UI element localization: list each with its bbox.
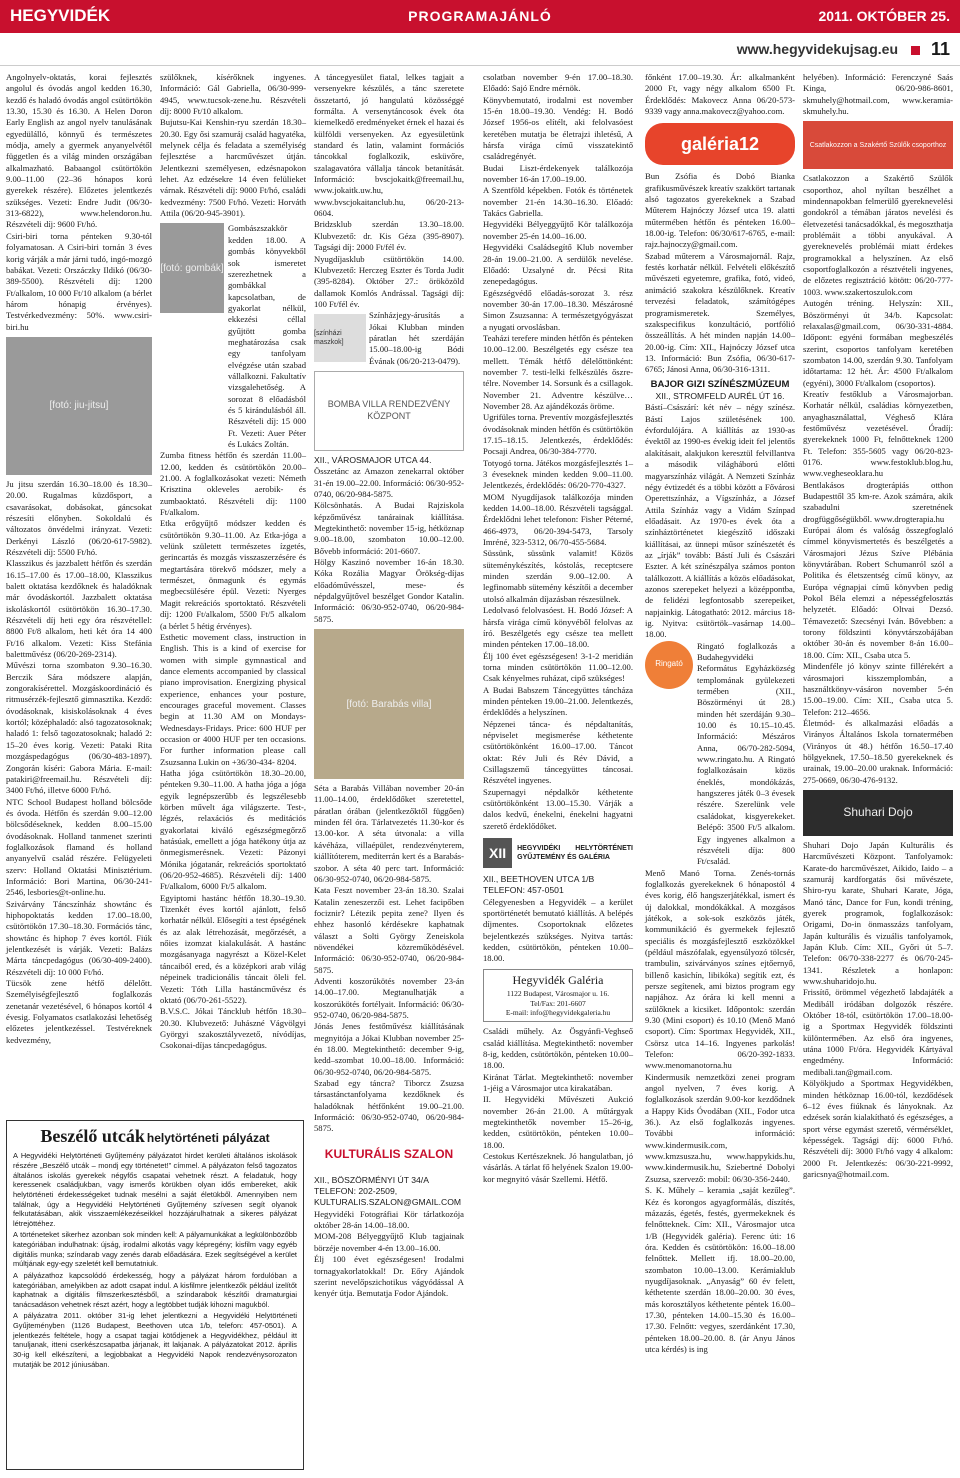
article-mom-pensioners: MOM Nyugdíjasok találkozója minden kedden 14.00–18.00. Részvételi tagsággal. Érdeklődni lehet telefonon: Fisher Péterné, 466-4973, 06/20-394-5473, Tarsoly Imréné, 323-5312, 06/70-455-5684. <box>483 491 633 548</box>
jiu-jitsu-photo: [fotó: jiu-jitsu] <box>6 337 152 475</box>
article-esthetic: Esthetic movement class, instruction in English. This is a kind of exercise for women with simple gymnastical and dance elements accompanied by classical piano improvisation. Energizing physical experience, enhances your posture, encourages graceful movement. Classes begin at 11.30 AM on Mondays-Wednesdays-Fridays. Price: 600 HUF per occasion or 4000 HUF per ten occasions. For further information please call Zsuzsanna Lukin on +36/30-434- 8204. <box>160 631 306 767</box>
article-zumba: Zumba fitness hétfőn és szerdán 11.00–12.00, kedden és csütörtökön 20.00–21.00. A foglalkozásokat vezeti: Németh Krisztina okleveles aerobik- és zumbaoktató. Részvételi díj: 1100 Ft/alkalom. <box>160 450 306 518</box>
article-bujutsu: Bujutsu-Kai Kenshin-ryu szerdán 18.30–20.30. Egy ősi szamuráj család hagyatéka, melynek célja és feladata a személyiség fejlesztése a harcművészet útján. Jelentkezni személyesen, edzésnapokon lehet. Az edzésekre 14 éven felülieket várnak. Részvételi díj: 9000 Ft/hó, családi kedvezmény: 7500 Ft/hó. Vezeti: Horváth Attila (06/20-945-3901). <box>160 117 306 219</box>
article-family-workshop: Családi műhely. Az Ösgyánfi-Veghseő család kiállítása. Megtekinthető: november 8-ig, kedden, csütörtökön, pénteken 10.00–18.00. <box>483 1026 633 1071</box>
article-folk-dance: Népzenei tánca- és népdaltanítás, népviselet megismerése kéthetente csütörtökönként 16.00–17.00. Táncot oktat: Rév Juli és Rév Dávid, a Csillagszemű táncegyüttes táncosai. Részvétel ingyenes. <box>483 718 633 786</box>
article-theater-tickets: Színházjegy-árusítás a Jókai Klubban minden páratlan hét szerdáján 15.00–18.00-ig Bódi Évának (06/20-213-0479). <box>369 310 464 366</box>
article-toddler-gym: Totyogó torna. Játékos mozgásfejlesztés 1–3 éveseknek minden kedden 9.00–11.00. Jelentkezés, érdeklődés: 06/20-770-4327. <box>483 457 633 491</box>
contest-para-3: A pályázathoz kapcsolódó érdekesség, hogy a pályázat három fordulóban a kategóriában, amelyikben az adott csapat indul. A kisfilmre jelentkezők például izelítőt kaphatnak a digitális filmszerkesztésből, a színdarabok készítői dramaturgiai tanácsadáson vehetnek részt azért, hogy a legtöbbet tudják kihozni magukból. <box>13 1270 297 1309</box>
contest-para-2: A történeteket sikerhez azonban sok minden kell: A pályamunkákat a legkülönbözőbb kategóriában indulhatnak: újság, irodalmi alkotás vagy képregény; kisfilm vagy egyéb digitális munka; színdarab vagy zenés darab előadására. Ezek segítségével a kerület múltjának egy-egy szeletét kell bemutatniuk. <box>13 1230 297 1269</box>
article-dance-club: A táncegyesület fiatal, lelkes tagjait a versenyekre készülés, a tánc szeretete összetartó, jó hangulatú közösséggé formálta. A versenytáncosok évek óta kiemelkedő eredményeket érnek el hazai és külföldi versenyeken. Az egyesületünk standard és latin, valamint formációs táncokkal foglalkozik, esküvőre, szalagavatóra vállalja táncok betanítását. Információ: bvscjokaitk@freemail.hu, www.jokaitk.uw.hu, www.bvscjokaitanclub.hu, 06/20-213-0604. <box>314 72 464 219</box>
bomba-villa-logo: BOMBA VILLA RENDEZVÉNY KÖZPONT <box>314 371 464 451</box>
gallery-phone: Tel/Fax: 201-6607 <box>530 998 586 1008</box>
article-free-studio: Szabad műterem a Városmajornál. Rajz, festés korhatár nélkül. Felvételi előkészítő művészeti egyetemre, grafika, fotó, videó, animáció szakokra készülőknek. Kreatív tervezési feladatok, számítógépes programismeretek. Személyes, szakspecifikus konzultáció, portfólió összeállítás. A hét minden napján 14.00–20.00-ig. Cím: XII., Hajnóczy József utca 13. Információ: Bun Zsófia, 06/30-617-6765; Jánosi Anna, 06/30-316-1311. <box>645 250 795 375</box>
article-advent: Adventi koszorúkötés november 23-án 14.00–17.00. Megtanulhatják a koszorúkötés fortélyait. Információ: 06/30-952-0740, 06/20-984-5875. <box>314 975 464 1020</box>
article-sajo: csolatban november 9-én 17.00–18.30. Előadó: Sajó Endre mérnök. <box>483 72 633 94</box>
article-keramia-cont: helyében). Információ: Ferenczyné Saás Kinga, 06/20-986-8601, skmuhely@hotmail.com, www.keramia-skmuhely.hu. <box>803 72 953 117</box>
article-stamp-club: MOM-208 Bélyeggyűjtő Klub tagjainak börzéje november 4-én 13.00–16.00. <box>314 1231 464 1253</box>
column-6 <box>803 72 953 1472</box>
column-4 <box>483 72 633 1472</box>
article-ringato: Ringató foglalkozás a Budahegyvidéki Református Egyházközség templomának gyülekezeti termében (XII., Böszörményi út 28.) minden hét szerdáján 9.30–10.00 és 10.15–10.45. Információ: Mészáros Anna, 06/70-282-5094, www.ringato.hu. A Ringató foglalkozásain közös éneklés, mondókázás, hangszeres játék 0–3 évesek részére. Szerelünk vele családokat, kisgyerekeket. Belépő: 3500 Ft/5 alkalom. Egy ingyenes alkalmon a részvételi díja: 800 Ft/család. <box>697 640 795 867</box>
article-interaction: Kölcsönhatás. A Budai Rajziskola képzőművész tanárainak kiállítása. Megtekinthető: november 15-ig, hétköznap 9.00–18.00, szombaton 10.00–12.00. Bővebb információ: 201-6607. <box>314 500 464 556</box>
barabas-villa-photo: [fotó: Barabás villa] <box>314 629 464 779</box>
page-number: 11 <box>930 39 950 59</box>
article-jonas-exhibit: Jónás Jenes festőművész kiállításának megnyitója a Jókai Klubban november 25-én 18.00. Megtekinthető: december 9-ig, kedd–szombat 10.00–18.00. Információ: 06/30-952-0740, 06/20-984-5875. <box>314 1021 464 1077</box>
article-paint-club: Kreatív festőklub a Városmajorban. Korhatár nélkül, családias környezetben, anyaghasználattal, Végheső Klára festőművész vezetésével. Óradíj: gyerekeknek 1000 Ft, felnőtteknek 1200 Ft. Telefon: 355-5605 vagy 06/20-823-0176. www.festoklub.blog.hu, www.vegheseoklara.hu <box>803 388 953 479</box>
bajor-gizi-address: XII., STROMFELD AURÉL ÚT 16. <box>655 391 785 402</box>
gallery-address: 1122 Budapest, Városmajor u. 16. <box>506 988 610 998</box>
article-gardeners: Cestokus Kertészeknek. Jó hangulatban, jó vásárlás. A tárlat fő helyének Szalon 19.00-kor megnyitó vásár Szellemi. Hétfő. <box>483 1151 633 1184</box>
contest-box <box>6 1120 304 1470</box>
program-label: PROGRAMAJÁNLÓ <box>408 8 552 24</box>
article-europe: Európai álom és valóság összegfoglaló címmel könyvismertetés és beszélgetés a Városmajori Jézus Szíve Plébánia könyvtárában. Robert Schumanról szól a Politika és életszentség című könyv, az Európa végnapjai című könyvben pedig Pokol Béla elemzi a népességfelosztás helyzetét. Előadó: Oltvai Dezsó. Témavezető: Szecsényi Iván. Bővebben: a torony földszinti könyvtárszobájában október 30-án és november 8-án 16.00–18.00. Cím: XII., Csaba utca 5. <box>803 525 953 660</box>
article-stamp-circle: Hegyvidéki Bélyeggyűjtő Kör találkozója november 25-én 14.00–16.00. <box>483 219 633 241</box>
article-autogenic: Autogén tréning. Helyszín: XII., Böszörményi út 34/b. Kapcsolat: relaxalas@gmail.com, 06/30-331-4884. Időpont: egyéni formában megbeszélés szerint, csoportos tanfolyam keretében szombaton 14.00, szerdán 9.30. Tanfolyam időtartama: 12 hét. Ár: 4500 Ft/alkalom (egyéni), 3000 Ft/alkalom (csoportos). <box>803 298 953 388</box>
article-reading: Ledolvasó felolvasóest. H. Bodó József: A hársfa virága című könyvéből felolvas az író. Beszélgetés egy csésze tea mellett minden pénteken 17.00–18.00. <box>483 605 633 650</box>
contest-subtitle: helytörténeti pályázat <box>146 1131 270 1145</box>
article-mushroom: Gombászszakkör kedden 18.00. A gombás könyvekből sok ismeretet szerezhetnek a gombákkal kapcsolatban, de gyakorlat nélkül, ekkezési céllal gyűjtött gomba meghatározása csak egy tanfolyam elvégzése után szabad vállalkozni. Fakultatív vizsgalehetőség. A sorozat 8 előadásból és 5 kirándulásból áll. Részvételi díj: 15 000 Ft. Vezeti: Auer Péter és Lukács Zoltán. <box>228 223 306 449</box>
article-csiri-biri: Csiri-biri torna pénteken 9.30-tól folyamatosan. A Csiri-biri tornán 3 éves korig várják a már járni tudó, ingó-mozgó babákat. Vezeti: Orszáczky Ildikó (06/30-389-5500). Részvételi díj: 1200 Ft/alkalom, 10 000 Ft/10 alkalom (a bérlet három hónapig érvényes). Testvérkedvezmény: 50%. www.csiri-biri.hu <box>6 230 152 332</box>
article-window-exhibit: Kiránat Tárlat. Megtekinthető: november 1-jéig a Városmajor utca kirakatában. <box>483 1071 633 1093</box>
kult-email[interactable]: KULTURALIS.SZALON@GMAIL.COM <box>314 1197 462 1208</box>
article-expert-parents: Csatlakozzon a Szakértő Szülők csoporthoz, ahol nyíltan beszélhet a mindennapokban felmerülő gyereknevelési gondokról a témában járatos nevelési és életvezetési tanácsadókkal, és megoszthatja problémáit a többi anyukával. A gyereknevelés problémái miatt érdekes programokkal a helyszínen. Az első csoportfoglalkozón a résztvételi ingyenes, de előzetes regisztráció kötött: 06/20-777-1003. www.szakertoszulok.com <box>803 173 953 297</box>
article-amazon: Összetánc az Amazon zenekarral október 31-én 19.00–22.00. Információ: 06/30-952-0740, 06/20-984-5875. <box>314 466 464 499</box>
article-belly-dance: Egyiptomi hastánc hétfőn 18.30–19.30. Tizenkét éves kortól ajánlott, felső korhatár nélkül. Elősegíti a test épségének és az alak létrehozását, megőrzését, a nőies izomzat kialakulását. A hastánc mozgásanyaga nagyrészt a Közel-Kelet táncaiból ered, és a középkori arab világ népeinek tradicionális táncait öleli fel. Vezeti: Tóth Lilla hastáncművész és oktató (06/70-261-5522). <box>160 892 306 1005</box>
article-lady-casino: Hölgy Kaszinó november 16-án 18.30. Kóka Rozália Magyar Örökség-díjas előadóművésszel, mese- és népdalgyűjtővel beszélget Gondor Katalin. Információ: 06/30-952-0740, 06/20-984-5875. <box>314 557 464 624</box>
contest-heading <box>13 1125 297 1148</box>
column-1 <box>6 72 152 1045</box>
kult-address: XII., BÖSZÖRMÉNYI ÚT 34/A <box>314 1174 429 1185</box>
article-live-100: Élj 100 évet egészségesen! Irodalmi tornagyakorlatokkal! Dr. Eőry Ajándok szerint nevelőpszichotikus vágyódással A kenyér útja. Bemutatja Fodor Ajándok. <box>314 1254 464 1299</box>
article-ballet: Klasszikus és jazzbalett hétfőn és szerdán 16.15–17.00 és 17.00–18.00, Klasszikus balett oktatása kezdőknek és haladóknak már óvodáskortól. Jazzbalett oktatása iskoláskortól csütörtökön 16.30–17.30. Részvételi díj heti egy óra részvétellel: 8800 Ft/8 alkalom, heti két óra 14 400 Ft/16 alkalom. Vezeti: Kiss Stefánia balettművész (06/20-269-2314). <box>6 558 152 660</box>
xii-address: XII., BEETHOVEN UTCA 1/B <box>483 874 595 885</box>
galeria12-logo: galéria12 <box>645 123 795 165</box>
article-pensioners: Nyugdíjasklub csütörtökön 14.00. Klubvezető: Herczeg Eszter és Torda Judit (395-8284). Október 27.: öröközöld dallamok Komlós Andrással. Tagsági díj: 100 Ft/fél év. <box>314 253 464 309</box>
local-history-logo: XII HEGYVIDÉKI HELYTÖRTÉNETI GYŰJTEMÉNY ÉS GALÉRIA <box>483 832 633 874</box>
contest-para-4: A pályázatra 2011. október 31-ig lehet jelentkezni a Hegyvidéki Helytörténeti Gyűjteményben (1126 Budapest, Beethoven utca 1/b, telefon: 457-0501). A jelentkezés feltétele, hogy a csapat tagjai kötődjenek a Hegyvidékhez, például itt tanuljanak, itteni cserkészcsapatba járjanak, itt lakjanak. A pályázatokat 2012. április 30-ig kell elkészíteni, a legjobbakat a Hegyvidéki Napok rendezvénysorozaton mutatják be 2012 júniusában. <box>13 1311 297 1369</box>
section-header-bar <box>0 0 960 33</box>
article-kid-judo: Kölyökjudo a Sportmax Hegyvidékben, minden hétköznap 16.00-tól, kezdődések 6–12 éves fiúknak és lányoknak. Az edzések során kialakítható és egészséges, a sport vérse egymást szerető, vérmérséklet, képességek. Tagsági díj: 6000 Ft/hó. Részvételi díj: 3000 Ft/hó vagy 4 alkalom: 2000 Ft. Jelentkezés: 06/30-221-9992, garicsnya@hotmail.com. <box>803 1078 953 1179</box>
ringato-logo: Ringató <box>645 641 693 689</box>
article-meno-mano: Menő Manó Torna. Zenés-tornás foglalkozás gyerekeknek 6 hónapostól 4 éves korig, élő hangszerjátékkal, ismert és új dalokkal, mondókákkal. A mozgásos játékok, a sok-sok eszközös játék, kommunikáció és gyermekek fejlesztő speciális és mozgásfejlesztő eszközökkel (például mászófalak, egyensúlyozó tölcsér, trambulin, szivárványos színes ejtőernyő, billenő kasichín, libikóka) segítik ezt, és persze segítenek, ami biztos program egy napjához. Az órára ki kell menni a szülőknek a kicsiket. Időpontok: szerdán 9.30 (Mini csoport) és 10.10 (Menő Manó csoport). Cím: Sportmax Hegyvidék, XII., Csörsz utca 14–16. Ingyenes parkolás! Telefon: 06/20-392-1833. www.menomanotorna.hu <box>645 867 795 1071</box>
article-art-auction: II. Hegyvidéki Művészeti Aukció november 26-án 21.00. A műtárgyak megtekinthetők november 15–26-ig, kedden, csütörtökön, pénteken 10.00–18.00. <box>483 1094 633 1150</box>
article-basti-csaszari: Bástí–Császárí: két név – négy színész. Bástí Lajos születésének 100. évfordulójára. A kiállítás az 1930-as évektől az 1990-es évekig ideit fel jelentős alakításait, alakjukon keresztül felvillantva a második világháború előtti magyarszínház világát. A Nemzeti Színház négy évtizedét és a többi között a Fővárosi Operettszínház, a Vígszínház, a József Attila Színház vagy a Vidám Színpad előadásait. Az 1970-es évek óta a színháztörténetet kiegészítő időszaki kiállításai, az ünnepi műsor színészetét és az „írják” tovább: Bástí Juli és Császári Eszter. A két színészpálya számos ponton találkozott. A kiállítás a közös előadásokat, azonos szerepeket helyezi a középpontba, de felidézi legfontosabb szerepeiket, napjainkig. Látogatható: 2012. március 18-ig. Nyitva: csütörtök–vasárnap 14.00–18.00. <box>645 402 795 640</box>
bajor-gizi-title: BAJOR GIZI SZÍNÉSZMÚZEUM <box>650 378 790 390</box>
article-bun-dobo: Bun Zsófia és Dobó Bianka grafikusművészek kreatív szakkört tartanak alsó tagozatos gyerekeknek a Szabad Műterem Hajnóczy József utca 19. alatti műtermében hétfőn és pénteken 16.00–18.00-ig. Telefon: 06/30/617-6765, e-mail: rajz.hajnoczy@gmail.com. <box>645 171 795 250</box>
issue-date: 2011. OKTÓBER 25. <box>818 8 950 24</box>
article-dance-course: Szabad egy táncra? Tiborcz Zsuzsa társastánctanfolyama kezdőknek és haladóknak hétfőnként 19.00–21.00. Információ: 06/30-952-0740, 06/20-984-5875. <box>314 1078 464 1134</box>
article-medibal: Frissítő, örömmel végezhető labdajáték a Medibáll iródában dolgozók részére. Október 18-tól, csütörtökön 17.00–18.00-ig a Sportmax Hegyvidék földszinti különtermében. Az első óra ingyenes, utána 1000 Ft/óra. Hegyvidék Kártyával engedmény. Információ: medibali.tan@gmail.com. <box>803 987 953 1077</box>
kulturalis-szalon-logo: KULTURÁLIS SZALON <box>324 1146 454 1161</box>
shuhari-dojo-logo: Shuhari Dojo <box>803 790 953 836</box>
theater-masks-image: [színházi maszkok] <box>314 314 366 362</box>
expert-parents-logo: Csatlakozzon a Szakértő Szülők csoporthoz <box>803 121 953 169</box>
article-cricket-cont: szülőknek, kísérőknek ingyenes. Információ: Gál Gabriella, 06/30-999-4945, www.tucsok-zene.hu. Részvételi díj: 8000 Ft/10 alkalom. <box>160 72 306 117</box>
gallery-title: Hegyvidék Galéria <box>512 972 604 987</box>
villa-address: XII., VÁROSMAJOR UTCA 44. <box>314 454 432 465</box>
article-english: Angolnyelv-oktatás, korai fejlesztés angolul és óvodás angol kedden 16.30, kezdő és haladó óvodás angol csütörtökön 13.30, 15.30 és 16.30. A Helen Doron Early English az angol nyelv tanulásának egyedülálló, könnyű és természetes módja, amely a gyermek anyanyelvétől független és a világ minden országában alkalmazható. Babaangol csütörtökön 9.00–11.00 (22–36 hónapos korú gyerekek részére). Előzetes jelentkezés szükséges. Vezeti: Endre Judit (06/30-313-6822), www.helendoron.hu. Részvételi díj: 9600 Ft/hó. <box>6 72 152 230</box>
article-bvsc: B.V.S.C. Jókai Táncklub hétfőn 18.30–20.30. Klubvezető: Juhászné Vágvölgyi Györgyi szakosztályvezető, nívódíjas, Csokonai-díjas táncpedagógus. <box>160 1006 306 1051</box>
article-lifestyle: Életmód- és alkalmazási előadás a Virányos Általános Iskola tornatermében (Virányos út 48.) hétfőn 16.50–17.40 hölgyeknek, 17.50–18.50 gyerekeknek és urainak, 19.00–20.00 uraknak. Információ: 275-0669, 06/30-476-9132. <box>803 717 953 785</box>
subheader-bar <box>0 33 960 66</box>
square-bullet-icon <box>911 46 920 55</box>
contest-para-1: A Hegyvidéki Helytörténeti Gyűjtemény pályázatot hirdet kerületi általános iskolások részére „Beszélő utcák – mondj egy történetet!” címmel. A pályázaton felső tagozatos általános iskolás gyerekek négyfős csapatai vehetnek részt. A feladatuk, hogy keressenek családjukban, vagy ismerős körükben olyan idős embereket, akik helytörténeti érdekességeket tudnak mesélni a saját életükből. Amennyiben nem találnak, úgy a Hegyvidéki Helytörténeti Gyűjtemény szívesen segít olyanok felkutatásában, akik visszaemlékezéseikkel hozzájárulhatnak a sikeres pályázat létrejöttéhez. <box>13 1151 297 1228</box>
xii-phone: TELEFON: 457-0501 <box>483 885 564 896</box>
article-rainbow-dance: Szivárvány Táncszínház showtánc és hiphopoktatás kedden 17.00–18.00, csütörtökön 17.30–18.30. Formációs tánc, showtánc és hiphop 7 éves kortól. Fiúk jelentkezését is várják. Vezeti: Balázs Márta táncpedagógus (06/30-409-2400). Részvételi díj: 10 000 Ft/hó. <box>6 898 152 977</box>
article-hatha: Hatha jóga csütörtökön 18.30–20.00, pénteken 9.30–11.00. A hatha jóga a jóga egyik legnépszerűbb és legszélesebb körben művelt ága világszerte. Test-, légzés, relaxációs és meditációs gyakorlatai kiváló egészségmegőrző hatásúak, emellett a jóga hatékony útja az önmegismerésnek. Vezeti: Pázonyi Mónika jógatanár, rekreációs sportoktató (06/20-952-4685). Részvételi díj: 1400 Ft/alkalom, 6000 Ft/5 alkalom. <box>160 767 306 892</box>
article-bridge: Bridzsklub szerdán 13.30–18.00. Klubvezető: dr. Kis Géza (395-8907). Tagsági díj: 2000 Ft/fél év. <box>314 219 464 253</box>
article-photo-circle: Hegyvidéki Fotográfiai Kör tárlatkozója október 28-án 14.00–18.00. <box>314 1208 464 1231</box>
article-babszem: A Budai Babszem Táncegyüttes táncháza minden pénteken 19.00–21.00. Jelentkezés, érdeklődés a helyszínen. <box>483 684 633 718</box>
article-grandma-choir: Szupernagyi népdalkör kéthetente csütörtökönként 13.00–15.30. Várják a dalos kedvű, énekelni, énekelni hagyatni szerető érdeklődőket. <box>483 786 633 831</box>
article-liszt: Budai Liszt-érdekenyek találkozója november 16-án 17.00–19.00. <box>483 162 633 185</box>
article-meridian: Élj 100 évet egészségesen! 3-1-2 meridián torna minden csütörtökön 11.00–12.00. Csak kényelmes ruházat, cipő szükséges! <box>483 650 633 684</box>
article-drug-therapy: Bentlakásos drogterápiás otthon Budapesttől 35 km-re. Azok számára, akik szabadulni szeretnének drogfüggőségükből. www.drogterapia.hu <box>803 479 953 524</box>
article-makovecz: főnként 17.00–19.30. Ár: alkalmanként 2000 Ft, vagy négy alkalom 6500 Ft. Érdeklődés: Makovecz Anna 06/20-573-9339 vagy anna.makovecz@yahoo.com. <box>645 72 795 117</box>
article-baking: Süssünk, süssünk valamit! Közös süteménykészítés, kóstolás, receptcsere minden szerdán 9.00–12.00. A legfinomabb sütemény készítői a december utolsó alkalmán díjazásban részesülnek. <box>483 548 633 604</box>
article-family-club: Hegyvidéki Családsegítő Klub november 28-án 19.00–21.00. A serdülők nevelése. Előadó: Uzsalyné dr. Pécsi Rita zenepedagógus. <box>483 242 633 287</box>
article-finish-line: Célegyenesben a Hegyvidék – a kerület sportörténetét bemutató kiállítás. A belépés díjmentes. Csoportoknak előzetes bejelentkezés szükséges. Nyitva tartás: kedden, csütörtökön, pénteken 10.00–18.00. <box>483 896 633 964</box>
article-book-launch: Könyvbemutató, irodalmi est november 15-én 18.00–19.30. Vendég: H. Bodó József 1956-os elítélt, aki felolvasóest keretében mutatja be életrajzi ihletésű, A hársfa virága című visszatekintő családregényét. <box>483 94 633 162</box>
kult-phone: TELEFON: 202-2509, <box>314 1186 398 1197</box>
section-title: HEGYVIDÉK <box>10 6 111 25</box>
article-ntc-school: NTC School Budapest holland bölcsőde és óvoda. Hétfőn és szerdán 9.00–12.00 bölcsődéseknek, kedden 8.00–15.00 óvodásoknak. Holland tanmenet szerinti foglalkozások flamand és holland anyanyelvű család részére. Felügyeleti szerv: Holland Oktatási Minisztérium. Információ: Bori Martina, 06/30-241-2546, lesbories@t-online.hu. <box>6 796 152 898</box>
contest-title: Beszélő utcák <box>40 1126 145 1146</box>
article-holy-land: A Szentföld képekben. Fotók és történetek november 21-én 14.30–16.30. Előadó: Takács Gabriella. <box>483 185 633 219</box>
article-kindermusik: Kindermusik nemzetközi zenei program angol nyelven, 7 éves korig. A foglalkozások szerdán 9.00-kor kezdődnek a Happy Kids Óvodában (XII., Fodor utca 36.). Az első foglalkozás ingyenes. További információ: www.kindermusik.com, www.kmzsusza.hu, www.happykids.hu, www.kindermusik.hu, Sziebertné Dobolyi Zsuzsa, szervező: mobil: 06/30-356-2440. <box>645 1071 795 1184</box>
mushroom-photo: [fotó: gombák] <box>160 223 224 313</box>
article-ugrifules: Ugrifüles torna. Preventív mozgásfejlesztés óvodásoknak minden hétfőn és csütörtökön 17.15–18.15. Jelentkezés, érdeklődés: Pocsaji Andrea, 06/30-384-7770. <box>483 412 633 457</box>
xii-roman-icon: XII <box>483 838 512 868</box>
article-shuhari: Shuhari Dojo Japán Kulturális és Harcművészeti Központ. Tanfolyamok: Karate-do harcművészet, Aikido, Iaido – a szamuráj kardforgatás ősi művészete, Shiro-ryu karate, Shuhari Karate, Jóga, Manó tánc, Dance for Fun, kondi tréning, gyerek programok, foglalkozások: Origami, Do-in önmasszázs tanfolyam, Japán kulturális és vizuális tanfolyamok, Japán Klub. Cím: XII., Győri út 5–7. Telefon: 06/70-338-2277 és 06/70-245-1341. Részletek a honlapon: www.shuharidojo.hu. <box>803 839 953 987</box>
article-tea-house: Teaházi terefere minden hétfőn és pénteken 10.00–12.00. Beszélgetés egy csésze tea mellett. Témák hétfő délelőttönként: november 7. testi-lelki felkészülés őszre-télre. November 14. Sorsunk és a csillagok. November 21. Adventre készülve… November 28. Az ajándékozás öröme. <box>483 332 633 411</box>
gallery-address-box <box>483 969 633 1023</box>
article-art-gym: Művészi torna szombaton 9.30–16.30. Berczik Sára módszere alapján, zongorakísérettel. Mozgáskoordináció és ritmusérzék-fejlesztő gimnasztika. Kezdő: óvodásoknak, kisiskolásoknak 4 éves kortól; középhaladó: alsó tagozatosoknak; haladó 1: felső tagozatosoknak; haladó 2: 15–20 éves korig. Vezeti: Pataki Rita mozgáspedagógus (06/30-483-1897). Zongorán kíséri: Gabora Mária. E-mail: patakiri@freemail.hu. Részvételi díj: 3400 Ft/hó, illetve 6000 Ft/hó. <box>6 660 152 796</box>
article-sk-workshop: S. K. Műhely – keramia „saját kezűleg”. Kéz és korongos agyagformálás, díszítés, mázazás, égetés, festés, gyermekeknek és felnőtteknek. Cím: XII., Városmajor utca 1/B (Hegyvidék galéria). Ferenc úti: 16 óra. Kedden és csütörtökön: 16.00–18.00 felnőttek. Mellett ifj. 18.00–20.00, szombaton 10.00–13.00. Kerámiaklub nyugdíjasoknak. „Anyaság” 60 év felett, kéthetente szerdán 18.00–20.00. 30 éves, más korosztályos kéthetente péntek 16.00–17.30, pénteken 14.00–15.30 és 16.00–17.30. Felnőtt: vegyes, szerdánként 17.30, pénteken 18.00–20.00. 8. (ár Anyu János utca kérdés) is ing <box>645 1185 795 1354</box>
site-url[interactable]: www.hegyvidekujsag.eu <box>736 41 898 57</box>
article-health-lectures: Egészségvédő előadás-sorozat 3. rész november 30-án 17.00–18.30. Mészárosné Simon Zsuzsanna: A természetgyógyászat a nyugati orvoslásban. <box>483 287 633 332</box>
gallery-email[interactable]: E-mail: info@hegyvidekgaleria.hu <box>505 1008 611 1018</box>
article-etka: Etka erőgyűjtő módszer kedden és csütörtökön 9.30–11.00. Az Etka-jóga a velünk született természetes ízgetés, gerincartás és mozgás visszaszerzésére és megtartására törekvő módszer, mely a természet, önmagunk és egymás megbecsülésére épül. Vezeti: Nyerges Magit rekreációs sportoktató. Részvételi díj: 1200 Ft/alkalom, 5500 Ft/5 alkalom (a bérlet 5 hétig érvényes). <box>160 518 306 631</box>
article-kata-fest: Kata Feszt november 23-án 18.30. Szalai Katalin zeneszerzői est. Lehet facipőben fociznir? Létezik pepita zene? Ilyen és ehhez hasonló kérdésekre kaphatnak választ a Solti György Zeneiskola növendékei közreműködésével. Információ: 06/30-952-0740, 06/20-984-5875. <box>314 885 464 975</box>
article-jiu-jitsu: Ju jitsu szerdán 16.30–18.00 és 18.30–20.00. Rugalmas küzdősport, a csavarásokat, dobásokat, gáncsokat részesíti előnyben. Sokoldalú és változatos önvédelmi irányzat. Vezeti: Derkényi László (06/20-617-5982). Részvételi díj: 5500 Ft/hó. <box>6 478 152 557</box>
column-3 <box>314 72 464 1472</box>
article-book-fair: Mindenféle jó könyv szinte fillérekért a városmajori kisszemplombán, a használtkönyv-vásáron november 5-én 15.00–19.00. Cím: XII., Csaba utca 5. Telefon: 212–4656. <box>803 661 953 717</box>
article-cricket-music: Tücsök zene hétfő délelőtt. Személyiségfejlesztő foglalkozás zenetanár vezetésével, 6 hónapos kortól 4 évesig. Folyamatos csatlakozási lehetőség előzetes jelentkezéssel. Testvéreknek kedvezmény, <box>6 978 152 1045</box>
column-5 <box>645 72 795 1472</box>
article-villa-walk: Séta a Barabás Villában november 20-án 11.00–14.00, érdeklődőket szeretettel, páratlan órában (jelentkezőktől függően) minden fél óra. Tárlatvezetés 11.30-kor és 13.00-kor. A séta útvonala: a villa kávéháza, villaépület, rendezvényterem, kiállítóterem, mediterrán kert és a Barabás-szobor. A séta 40 perc tart. Információ: 06/30-952-0740, 06/20-984-5875. <box>314 783 464 884</box>
